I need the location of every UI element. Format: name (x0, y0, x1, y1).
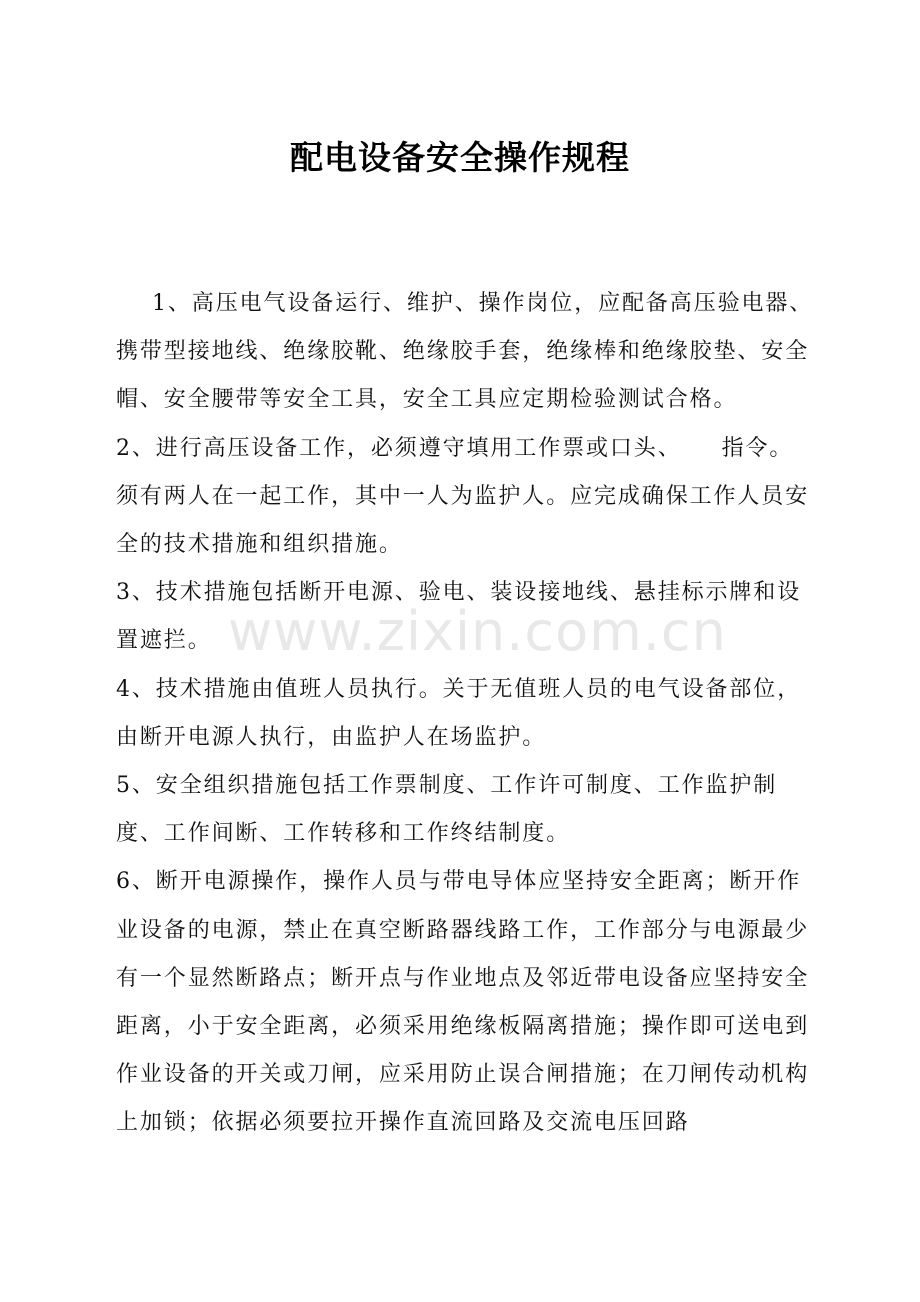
paragraph-4: 4、技术措施由值班人员执行。关于无值班人员的电气设备部位，由断开电源人执行，由监护人在场监护。 (116, 676, 802, 750)
paragraph-2-line-1 (116, 425, 816, 473)
paragraph-3: 3、技术措施包括断开电源、验电、装设接地线、悬挂标示牌和设置遮拦。 (116, 580, 802, 654)
document-title: 配电设备安全操作规程 (290, 138, 630, 177)
paragraph-2-end: 指令。 (721, 435, 794, 461)
watermark: www.zixin.com.cn (228, 600, 727, 663)
document-body (116, 280, 816, 1148)
paragraph-6: 6、断开电源操作，操作人员与带电导体应坚持安全距离；断开作业设备的电源，禁止在真空断路器线路工作，工作部分与电源最少有一个显然断路点；断开点与作业地点及邻近带电设备应坚持安全距离，小于安全距离，必须采用绝缘板隔离措施；操作即可送电到作业设备的开关或刀闸，应采用防止误合闸措施；在刀闸传动机构上加锁；依据必须要拉开操作直流回路及交流电压回路 (116, 869, 810, 1136)
paragraph-2-continued: 须有两人在一起工作，其中一人为监护人。应完成确保工作人员安全的技术措施和组织措施。 (116, 483, 810, 558)
paragraph-2-start: 2、进行高压设备工作，必须遵守填用工作票或口头、 (116, 435, 682, 461)
paragraph-1: 1、高压电气设备运行、维护、操作岗位，应配备高压验电器、携带型接地线、绝缘胶靴、绝缘胶手套，绝缘棒和绝缘胶垫、安全帽、安全腰带等安全工具，安全工具应定期检验测试合格。 (116, 291, 814, 413)
paragraph-5: 5、安全组织措施包括工作票制度、工作许可制度、工作监护制度、工作间断、工作转移和工作终结制度。 (116, 773, 778, 847)
